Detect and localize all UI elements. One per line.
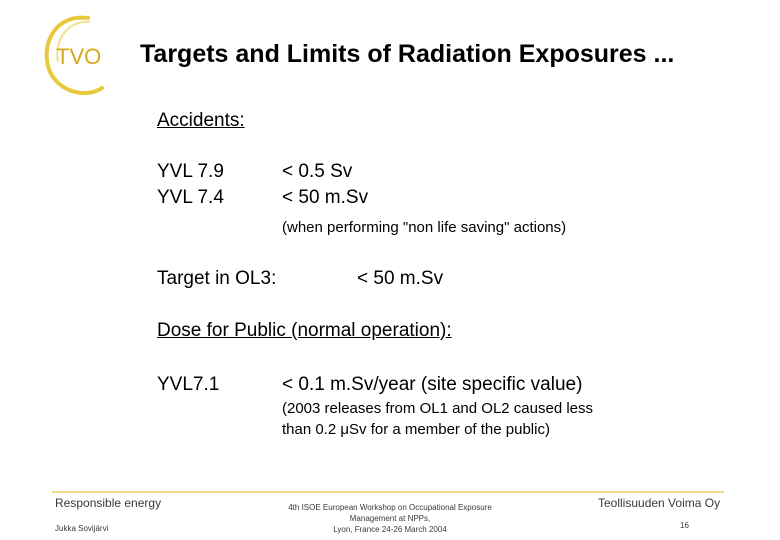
accidents-note: (when performing "non life saving" actions) (282, 219, 567, 236)
tvo-logo-mark-icon (38, 12, 118, 102)
page-number: 16 (680, 521, 689, 530)
public-value: < 0.1 m.Sv/year (site specific value) (282, 374, 583, 395)
logo-text: TVO (56, 44, 102, 69)
footer-event-line: Management at NPPs, (349, 514, 431, 523)
footer-author: Jukka Sovijärvi (55, 524, 109, 533)
accidents-row-value: < 0.5 Sv (282, 161, 353, 182)
footer-company: Teollisuuden Voima Oy (598, 496, 721, 510)
accidents-heading: Accidents: (157, 110, 245, 131)
mu-symbol: μ (340, 421, 350, 438)
footer-event-line: 4th ISOE European Workshop on Occupational Exposure (288, 503, 492, 512)
target-label: Target in OL3: (157, 268, 277, 289)
accidents-row-label: YVL 7.4 (157, 187, 224, 208)
target-value: < 50 m.Sv (357, 268, 444, 289)
footer-divider (52, 491, 724, 493)
footer-tagline: Responsible energy (55, 496, 162, 510)
page-title: Targets and Limits of Radiation Exposures ... (140, 40, 675, 68)
public-note-line2: than 0.2 μSv for a member of the public) (282, 421, 550, 438)
public-heading: Dose for Public (normal operation): (157, 320, 452, 341)
public-label: YVL7.1 (157, 374, 220, 395)
public-note-line1: (2003 releases from OL1 and OL2 caused less (282, 400, 594, 417)
tvo-logo (38, 12, 118, 102)
footer-event-line: Lyon, France 24-26 March 2004 (333, 525, 447, 534)
footer-event (270, 502, 510, 535)
accidents-row-label: YVL 7.9 (157, 161, 224, 182)
accidents-row-value: < 50 m.Sv (282, 187, 369, 208)
